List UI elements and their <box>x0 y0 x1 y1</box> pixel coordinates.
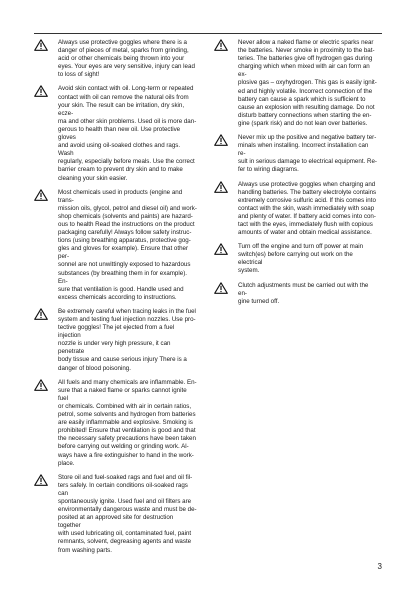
warning-text: Turn off the engine and turn off power at main switch(es) before carrying out work on the electrical system. <box>238 243 364 275</box>
warning-triangle-icon <box>34 189 48 201</box>
warning-item <box>34 85 197 182</box>
page-number: 3 <box>377 562 382 571</box>
warning-triangle-icon <box>214 181 228 193</box>
right-column <box>214 39 377 312</box>
warning-text: Most chemicals used in products (engine and trans- mission oils, glycol, petrol and diesel oil) and work- shop chemicals (solvents and paints) are hazard- ous to health Read the instructions on the product packaging carefully! Always follow safety instruc- tions (using breathing apparatus, protective gog- gles and gloves for example). Ensure that other per- sonnel are not unwittingly exposed to hazardous substances (by breathing them in for example). En- sure that ventilation is good. Handle used and excess chemicals according to instructions. <box>58 188 197 301</box>
warning-item <box>34 189 197 302</box>
warning-item <box>34 379 197 468</box>
warning-text: Never allow a naked flame or electric sparks near the batteries. Never smoke in proximity to the bat- teries. The batteries give off hydrogen gas during charging which when mixed with air can form an ex- plosive gas – oxyhydrogen. This gas is easily ignit- ed and highly volatile. Incorrect connection of the battery can cause a spark which is sufficient to cause an explosion with resulting damage. Do not disturb battery connections when starting the en- gine (spark risk) and do not lean over batteries. <box>238 39 377 127</box>
warning-triangle-icon <box>214 243 228 255</box>
warning-text: Store oil and fuel-soaked rags and fuel and oil fil- ters safely. In certain conditions oil-soaked rags can spontaneously ignite. Used fuel and oil filters are environmentally dangerous waste and must be de- posited at an approved site for destruction together with used lubricating oil, contaminated fuel, paint remnants, solvent, degreasing agents and waste from washing parts. <box>58 473 197 554</box>
warning-item <box>214 39 377 128</box>
warning-triangle-icon <box>34 85 48 97</box>
warning-item <box>214 181 377 238</box>
warning-text: Never mix up the positive and negative battery ter- minals when installing. Incorrect installation can re- sult in serious damage to electrical equipment. Re- fer to wiring diagrams. <box>238 134 377 174</box>
warning-text: Always use protective goggles when charging and handling batteries. The battery electrolyte contains extremely corrosive sulfuric acid. If this comes into contact with the skin, wash immediately with soap and plenty of water. If battery acid comes into con- tact with the eyes, immediately flush with copious amounts of water and obtain medical assistance. <box>238 180 377 237</box>
warning-triangle-icon <box>34 474 48 486</box>
warning-triangle-icon <box>214 282 228 294</box>
left-column <box>34 39 197 561</box>
warning-triangle-icon <box>34 308 48 320</box>
warning-triangle-icon <box>214 39 228 51</box>
warning-item <box>34 308 197 373</box>
warning-triangle-icon <box>214 134 228 146</box>
warning-text: Be extremely careful when tracing leaks in the fuel system and testing fuel injection nozzles. Use pro- tective goggles! The jet ejected from a fuel injection nozzle is under very high pressure, it can penetrate body tissue and cause serious injury There is a danger of blood poisoning. <box>58 307 196 372</box>
top-rule <box>34 33 382 34</box>
warning-text: All fuels and many chemicals are inflammable. En- sure that a naked flame or sparks cannot ignite fuel or chemicals. Combined with air in certain ratios, petrol, some solvents and hydrogen from batteries are easily inflammable and explosive. Smoking is prohibited! Ensure that ventilation is good and that the necessary safety precautions have been taken before carrying out welding or grinding work. Al- ways have a fire extinguisher to hand in the work- place. <box>58 378 197 467</box>
warning-item <box>214 134 377 174</box>
warning-item <box>214 282 377 306</box>
warning-triangle-icon <box>34 39 48 51</box>
warning-item <box>214 243 377 275</box>
warning-text: Avoid skin contact with oil. Long-term or repeated contact with oil can remove the natural oils from your skin. The result can be irritation, dry skin, ecze- ma and other skin problems. Used oil is more dan- gerous to health than new oil. Use protective gloves and avoid using oil-soaked clothes and rags. Wash regularly, especially before meals. Use the correct barrier cream to prevent dry skin and to make cleaning your skin easier. <box>58 85 197 182</box>
warning-item <box>34 39 197 79</box>
warning-item <box>34 474 197 555</box>
warning-triangle-icon <box>34 379 48 391</box>
warning-text: Clutch adjustments must be carried out with the en- gine turned off. <box>238 281 369 305</box>
warning-text: Always use protective goggles where there is a danger of pieces of metal, sparks from grinding, acid or other chemicals being thrown into your eyes. Your eyes are very sensitive, injury can lead to loss of sight! <box>58 39 195 79</box>
